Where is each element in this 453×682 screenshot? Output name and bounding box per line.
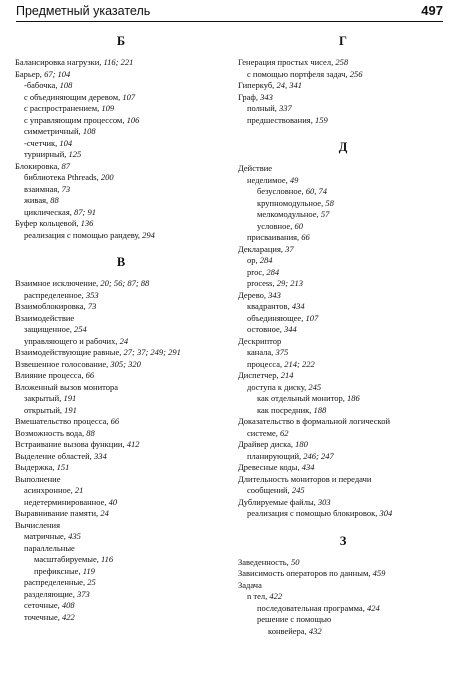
entry-pages: 58: [325, 197, 334, 208]
entry-term: полный,: [247, 103, 279, 113]
entry-term: Влияние процесса,: [15, 370, 86, 380]
entry-pages: 104: [59, 137, 73, 148]
index-entry: [238, 57, 448, 69]
entry-term: мелкомодульное,: [257, 209, 321, 219]
entry-term: Длительность мониторов и передачи: [238, 473, 372, 484]
index-entry: [238, 428, 448, 440]
index-entry: [238, 80, 448, 92]
entry-term: Взаимное исключение,: [15, 278, 101, 288]
entry-pages: 334: [93, 450, 107, 461]
entry-term: системе,: [247, 427, 280, 438]
entry-pages: 284: [266, 266, 280, 277]
entry-term: присваивания,: [247, 232, 302, 242]
entry-pages: 49: [289, 174, 299, 185]
entry-term: предшествования,: [247, 114, 315, 125]
index-entry: [238, 462, 448, 474]
entry-pages: 66: [85, 370, 95, 380]
entry-term: Балансировка нагрузки,: [15, 57, 104, 67]
index-entry: [15, 115, 227, 127]
entry-pages: 343: [268, 289, 281, 300]
index-entry: [238, 359, 448, 371]
index-entry: [238, 614, 448, 626]
index-entry: [238, 393, 448, 405]
index-entry: [15, 612, 227, 624]
entry-term: конвейера,: [268, 625, 309, 636]
entry-pages: 408: [61, 600, 75, 610]
entry-pages: 60: [294, 220, 303, 231]
index-entry: [238, 439, 448, 451]
entry-term: Зависимость операторов по данным,: [238, 568, 373, 578]
entry-term: библиотека Pthreads,: [24, 172, 101, 182]
index-entry: [238, 485, 448, 497]
index-entry: [15, 126, 227, 138]
entry-pages: 125: [68, 149, 82, 159]
entry-pages: 214; 222: [284, 358, 315, 369]
entry-pages: 66: [301, 232, 310, 242]
entry-term: с управляющим процессом,: [24, 114, 127, 125]
entry-term: Заведенность,: [238, 556, 291, 567]
entry-term: Гиперкуб,: [238, 80, 277, 90]
entry-pages: 88: [86, 427, 95, 438]
index-entry: [15, 161, 227, 173]
entry-pages: 246; 247: [303, 450, 334, 461]
index-entry: [15, 230, 227, 242]
entry-pages: 108: [82, 126, 96, 136]
entry-pages: 432: [308, 625, 322, 636]
entry-term: Буфер кольцевой,: [15, 218, 81, 228]
entry-term: Декларация,: [238, 243, 286, 254]
entry-term: op,: [247, 255, 260, 265]
entry-pages: 373: [76, 588, 90, 599]
entry-pages: 412: [126, 439, 140, 449]
index-entry: [15, 313, 227, 325]
entry-pages: 116; 221: [103, 57, 134, 67]
entry-term: недетерминированное,: [24, 496, 109, 507]
entry-pages: 434: [291, 301, 305, 311]
index-entry: [15, 301, 227, 313]
entry-pages: 73: [61, 183, 71, 194]
entry-pages: 87: [61, 160, 70, 171]
entry-pages: 40: [108, 496, 118, 507]
entry-term: префиксные,: [34, 565, 83, 576]
entry-term: Задача: [238, 579, 262, 590]
index-entry: [238, 290, 448, 302]
index-entry: [15, 324, 227, 336]
index-entry: [238, 103, 448, 115]
entry-pages: 245: [308, 381, 322, 392]
index-entry: [15, 577, 227, 589]
entry-term: с помощью портфеля задач,: [247, 68, 350, 79]
entry-pages: 73: [87, 301, 97, 311]
entry-term: асинхронное,: [24, 485, 75, 495]
entry-pages: 337: [279, 103, 292, 113]
entry-pages: 116: [101, 554, 114, 564]
index-entry: [15, 543, 227, 555]
entry-term: Граф,: [238, 91, 261, 102]
index-entry: [238, 557, 448, 569]
index-entry: [238, 382, 448, 394]
entry-term: канала,: [247, 347, 276, 357]
entry-pages: 344: [284, 324, 297, 334]
index-entry: [238, 497, 448, 509]
index-entry: [238, 508, 448, 520]
entry-term: Дублируемые файлы,: [238, 496, 318, 507]
index-entry: [238, 301, 448, 313]
entry-term: Выдержка,: [15, 462, 57, 472]
index-entry: [238, 198, 448, 210]
index-entry: [238, 221, 448, 233]
entry-term: разделяющие,: [24, 588, 77, 599]
index-entry: [15, 554, 227, 566]
index-entry: [15, 290, 227, 302]
index-entry: [238, 347, 448, 359]
entry-term: турнирный,: [24, 149, 69, 159]
entry-pages: 37: [285, 243, 294, 254]
entry-term: планирующий,: [247, 450, 304, 461]
index-entry: [238, 451, 448, 463]
entry-pages: 214: [280, 370, 294, 380]
entry-term: Возможность вода,: [15, 427, 87, 438]
entry-term: взаимная,: [24, 183, 62, 194]
entry-pages: 21: [74, 485, 84, 495]
entry-pages: 284: [259, 255, 273, 265]
index-column-right: [238, 24, 448, 637]
running-header: [16, 3, 443, 22]
entry-pages: 20; 56; 87; 88: [100, 278, 150, 288]
entry-pages: 180: [295, 439, 308, 449]
index-entry: [238, 115, 448, 127]
entry-term: с распространением,: [24, 103, 102, 113]
index-entry: [238, 313, 448, 325]
entry-pages: 66: [110, 416, 120, 426]
entry-term: Доказательство в формальной логической: [238, 416, 390, 426]
index-entry: [238, 336, 448, 348]
entry-pages: 119: [82, 565, 95, 576]
entry-term: решение с помощью: [257, 614, 332, 624]
index-entry: [238, 626, 448, 638]
entry-term: открытый,: [24, 404, 65, 415]
entry-pages: 60, 74: [305, 186, 327, 196]
index-entry: [15, 439, 227, 451]
entry-pages: 422: [269, 591, 283, 601]
entry-term: Вмешательство процесса,: [15, 416, 111, 426]
entry-term: Взвешенное голосование,: [15, 358, 111, 369]
index-entry: [15, 92, 227, 104]
index-entry: [15, 336, 227, 348]
index-entry: [238, 603, 448, 615]
index-entry: [15, 80, 227, 92]
header-title: Предметный указатель: [16, 4, 151, 18]
index-entry: [15, 600, 227, 612]
entry-pages: 186: [347, 393, 360, 403]
entry-term: Действие: [238, 163, 273, 173]
index-entry: [15, 566, 227, 578]
index-entry: [15, 195, 227, 207]
entry-pages: 459: [372, 568, 386, 578]
index-entry: [238, 591, 448, 603]
index-entry: [15, 520, 227, 532]
index-entry: [238, 163, 448, 175]
index-entry: [15, 508, 227, 520]
index-entry: [15, 184, 227, 196]
index-entry: [15, 462, 227, 474]
index-entry: [238, 267, 448, 279]
index-entry: [238, 255, 448, 267]
index-entry: [15, 57, 227, 69]
entry-term: защищенное,: [24, 324, 75, 334]
index-entry: [15, 531, 227, 543]
section-letter: Б: [116, 34, 126, 48]
entry-term: остовное,: [247, 324, 285, 334]
entry-term: объединяющее,: [247, 312, 306, 323]
entry-term: Вложенный вызов монитора: [15, 381, 118, 392]
entry-term: Древесные коды,: [238, 462, 302, 472]
index-entry: [238, 416, 448, 428]
entry-pages: 107: [305, 312, 319, 323]
entry-pages: 200: [100, 172, 114, 182]
entry-pages: 50: [290, 556, 300, 567]
index-entry: [238, 568, 448, 580]
entry-pages: 27; 37; 249; 291: [123, 347, 181, 357]
entry-term: -бабочка,: [24, 80, 60, 90]
section-letter: З: [339, 533, 347, 548]
entry-term: Драйвер диска,: [238, 439, 296, 449]
entry-term: Встраивание вызова функции,: [15, 439, 127, 449]
entry-pages: 245: [291, 485, 305, 495]
entry-term: распределенные,: [24, 577, 88, 587]
entry-term: Барьер,: [15, 68, 45, 79]
entry-term: реализация с помощью рандеву,: [24, 229, 143, 240]
index-entry: [15, 416, 227, 428]
entry-pages: 25: [87, 577, 96, 587]
entry-term: process,: [247, 278, 277, 288]
entry-pages: 343: [260, 91, 273, 102]
entry-pages: 424: [366, 602, 380, 613]
entry-pages: 136: [80, 218, 94, 228]
entry-term: Генерация простых чисел,: [238, 57, 336, 67]
entry-term: proc,: [247, 266, 267, 277]
entry-term: с объединяющим деревом,: [24, 91, 123, 102]
entry-term: Выделение областей,: [15, 450, 94, 461]
entry-pages: 305; 320: [110, 358, 141, 369]
entry-pages: 303: [317, 496, 331, 507]
index-entry: [15, 589, 227, 601]
entry-pages: 24: [100, 508, 109, 518]
entry-term: крупномодульное,: [257, 197, 326, 208]
entry-pages: 191: [63, 393, 77, 403]
entry-term: живая,: [24, 195, 51, 205]
index-entry: [238, 278, 448, 290]
entry-term: квадрантов,: [247, 301, 292, 311]
index-entry: [238, 175, 448, 187]
entry-pages: 191: [64, 404, 77, 415]
entry-term: Взаимоблокировка,: [15, 301, 88, 311]
index-entry: [15, 172, 227, 184]
entry-pages: 151: [56, 462, 70, 472]
entry-term: процесса,: [247, 358, 285, 369]
entry-term: матричные,: [24, 531, 69, 541]
entry-term: как отдельный монитор,: [257, 393, 347, 403]
index-entry: [15, 497, 227, 509]
entry-pages: 422: [62, 611, 75, 622]
entry-term: безусловное,: [257, 186, 306, 196]
entry-pages: 24, 341: [276, 80, 302, 90]
index-entry: [238, 69, 448, 81]
entry-pages: 62: [279, 427, 289, 438]
entry-pages: 24: [119, 335, 129, 346]
index-entry: [15, 207, 227, 219]
index-entry: [238, 405, 448, 417]
index-entry: [15, 218, 227, 230]
entry-term: -счетчик,: [24, 137, 60, 148]
index-entry: [15, 278, 227, 290]
index-entry: [15, 451, 227, 463]
index-entry: [15, 370, 227, 382]
index-entry: [238, 92, 448, 104]
index-entry: [15, 405, 227, 417]
index-entry: [15, 428, 227, 440]
entry-pages: 435: [68, 531, 81, 541]
entry-pages: 67; 104: [44, 68, 71, 79]
entry-pages: 188: [313, 404, 327, 415]
entry-term: реализация с помощью блокировок,: [247, 508, 380, 518]
index-entry: [15, 69, 227, 81]
entry-term: циклическая,: [24, 206, 74, 217]
index-entry: [238, 244, 448, 256]
entry-term: Выравнивание памяти,: [15, 508, 101, 518]
entry-term: Взаимодействующие равные,: [15, 347, 124, 357]
section-letter: Г: [339, 34, 347, 48]
entry-pages: 375: [275, 347, 289, 357]
entry-term: Диспетчер,: [238, 370, 281, 380]
index-entry: [238, 232, 448, 244]
entry-pages: 109: [101, 103, 115, 113]
index-entry: [238, 370, 448, 382]
entry-pages: 258: [335, 57, 349, 67]
entry-pages: 87; 91: [73, 206, 96, 217]
entry-term: сообщений,: [247, 485, 292, 495]
index-entry: [15, 149, 227, 161]
index-entry: [15, 103, 227, 115]
entry-pages: 108: [59, 80, 73, 90]
index-column-left: [15, 24, 227, 623]
entry-term: неделимое,: [247, 174, 290, 185]
entry-term: распределенное,: [24, 289, 86, 300]
entry-pages: 294: [142, 229, 155, 240]
index-entry: [238, 186, 448, 198]
entry-term: последовательная программа,: [257, 602, 367, 613]
entry-pages: 434: [301, 462, 315, 472]
index-entry: [15, 138, 227, 150]
index-entry: [238, 580, 448, 592]
entry-pages: 29; 213: [276, 278, 303, 288]
index-entry: [15, 359, 227, 371]
index-entry: [15, 393, 227, 405]
entry-term: управляющего и рабочих,: [24, 335, 120, 346]
entry-term: параллельные: [24, 542, 75, 553]
page-number: 497: [421, 3, 443, 18]
entry-pages: 57: [320, 209, 330, 219]
entry-pages: 256: [349, 68, 363, 79]
index-entry: [15, 485, 227, 497]
index-entry: [15, 347, 227, 359]
entry-term: Дерево,: [238, 289, 269, 300]
entry-pages: 106: [126, 114, 140, 125]
index-entry: [238, 324, 448, 336]
section-letter: Д: [338, 140, 348, 154]
entry-term: Вычисления: [15, 519, 60, 530]
section-letter: В: [116, 255, 126, 269]
entry-pages: 88: [50, 195, 59, 205]
index-entry: [15, 382, 227, 394]
entry-term: как посредник,: [257, 404, 314, 415]
entry-term: Блокировка,: [15, 160, 62, 171]
index-entry: [238, 474, 448, 486]
entry-term: симметричный,: [24, 126, 83, 136]
entry-pages: 304: [379, 508, 393, 518]
index-entry: [15, 474, 227, 486]
entry-pages: 159: [314, 114, 328, 125]
entry-term: сеточные,: [24, 600, 62, 610]
entry-term: Дескриптор: [238, 335, 282, 346]
index-entry: [238, 209, 448, 221]
entry-term: доступа к диску,: [247, 381, 309, 392]
entry-term: Взаимодействие: [15, 312, 75, 323]
entry-pages: 107: [122, 91, 136, 102]
entry-term: точечные,: [24, 611, 63, 622]
entry-term: n тел,: [247, 591, 270, 601]
entry-term: условное,: [257, 220, 295, 231]
entry-pages: 353: [85, 289, 99, 300]
entry-term: Выполнение: [15, 473, 61, 484]
entry-pages: 254: [74, 324, 87, 334]
entry-term: масштабируемые,: [34, 554, 102, 564]
entry-term: закрытый,: [24, 393, 64, 403]
